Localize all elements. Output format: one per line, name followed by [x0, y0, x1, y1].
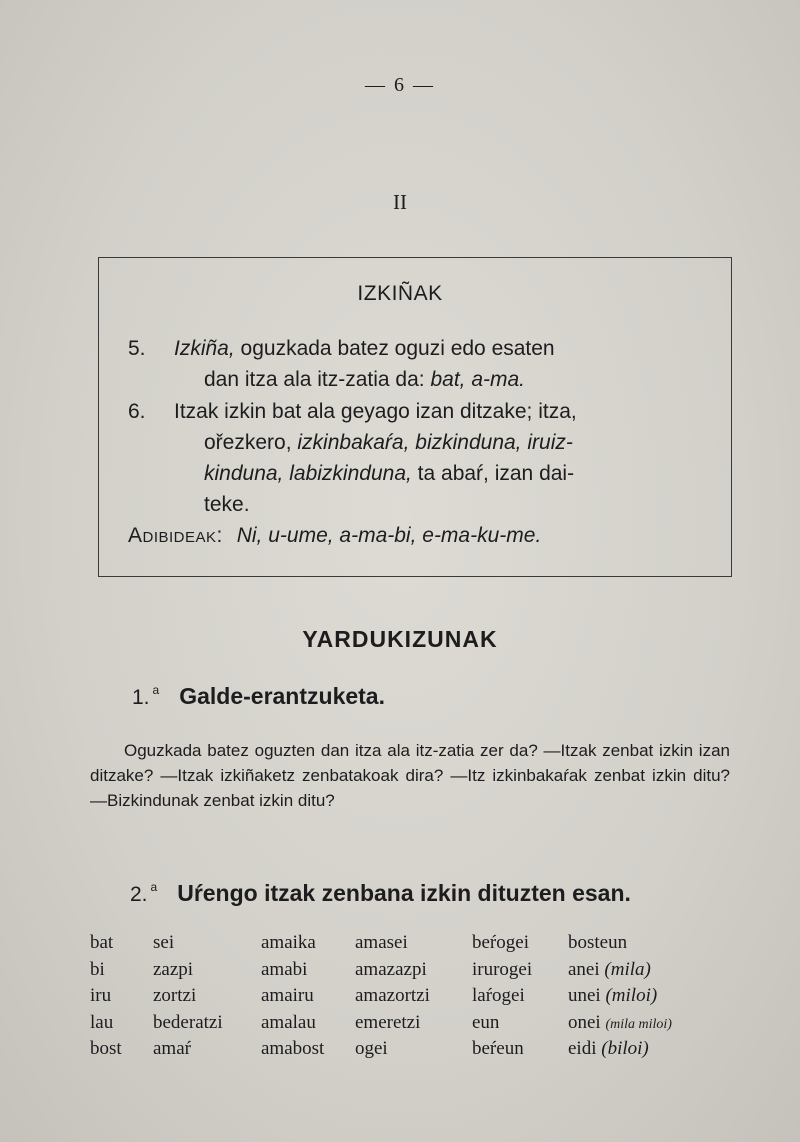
- rule-6-line-1: Itzak izkin bat ala geyago izan ditzake; itza,: [174, 400, 577, 423]
- word-item: amairu: [261, 985, 314, 1006]
- word-item: amaŕ: [153, 1038, 191, 1059]
- word-item: irurogei: [472, 958, 533, 980]
- word-column-5: [472, 930, 532, 1063]
- word-note: (mila): [604, 958, 651, 980]
- page-number: — 6 —: [365, 74, 435, 96]
- word-item: bederatzi: [153, 1011, 223, 1033]
- word-note: (mila miloi): [605, 1016, 672, 1032]
- exercises-heading: YARDUKIZUNAK: [302, 626, 498, 652]
- rule-5: [128, 333, 698, 395]
- section-numeral: II: [393, 190, 407, 214]
- examples-words: Ni, u-ume, a-ma-bi, e-ma-ku-me.: [236, 524, 542, 547]
- word-item: ogei: [355, 1038, 388, 1059]
- word-item: amabost: [261, 1038, 325, 1059]
- word-item: amaika: [261, 932, 316, 953]
- word-item: amasei: [355, 932, 408, 953]
- rule-5-line-2: dan itza ala itz-zatia da: bat, a-ma.: [204, 368, 526, 391]
- rule-6: [128, 396, 698, 520]
- box-title: IZKIÑAK: [357, 282, 443, 305]
- exercise-1-title: 1. $^a$ Galde-erantzuketa.: [132, 683, 385, 709]
- word-item: lau: [90, 1011, 114, 1033]
- rule-6-number: 6.: [128, 400, 146, 423]
- word-item: bi: [90, 958, 105, 980]
- word-item: laŕogei: [472, 985, 525, 1006]
- word-item: bosteun: [568, 932, 628, 953]
- word-item: emeretzi: [355, 1011, 421, 1033]
- examples-line: [128, 520, 541, 551]
- rule-5-term: Izkiña, oguzkada batez oguzi edo esaten: [174, 337, 555, 360]
- word-item: bat: [90, 932, 114, 953]
- word-column-1: [90, 930, 122, 1063]
- word-item: eidi (biloi): [568, 1038, 649, 1059]
- word-column-4: [355, 930, 430, 1063]
- exercise-2-title: 2. $^a$ Uŕengo itzak zenbana izkin dituzten esan.: [130, 880, 631, 906]
- word-item: amazortzi: [355, 985, 430, 1006]
- word-column-2: [153, 930, 223, 1063]
- word-item: sei: [153, 932, 175, 953]
- word-note: (biloi): [601, 1038, 649, 1059]
- word-item: bost: [90, 1038, 122, 1059]
- word-item: zazpi: [153, 958, 194, 980]
- word-item: beŕeun: [472, 1038, 524, 1059]
- word-item: beŕogei: [472, 932, 529, 953]
- word-item: amalau: [261, 1011, 316, 1033]
- rule-6-line-4: teke.: [204, 493, 250, 516]
- word-item: unei (miloi): [568, 985, 658, 1006]
- word-item: amazazpi: [355, 958, 427, 980]
- rule-6-line-3: kinduna, labizkinduna, ta abaŕ, izan dai-: [204, 462, 575, 485]
- rule-6-line-2: ořezkero, izkinbakaŕa, bizkinduna, iruiz-: [204, 431, 573, 454]
- rule-5-number: 5.: [128, 337, 146, 360]
- word-item: onei (mila miloi): [568, 1011, 672, 1033]
- examples-label: Adibideak:: [128, 524, 223, 547]
- word-item: anei (mila): [568, 958, 651, 980]
- word-item: amabi: [261, 958, 308, 980]
- word-column-3: [261, 930, 324, 1063]
- word-item: zortzi: [153, 985, 197, 1006]
- word-note: (miloi): [605, 985, 658, 1006]
- word-column-6: [568, 930, 672, 1063]
- word-item: iru: [90, 985, 112, 1006]
- exercise-1-questions: Oguzkada batez oguzten dan itza ala itz-zatia zer da? —Itzak zenbat izkin izan ditzake? —Itzak izkiñaketz zenbatakoak dira? —Itz izkinbakaŕak zenbat izkin ditu? —Bizkindunak zenbat izkin ditu?: [90, 741, 730, 810]
- word-item: eun: [472, 1011, 500, 1033]
